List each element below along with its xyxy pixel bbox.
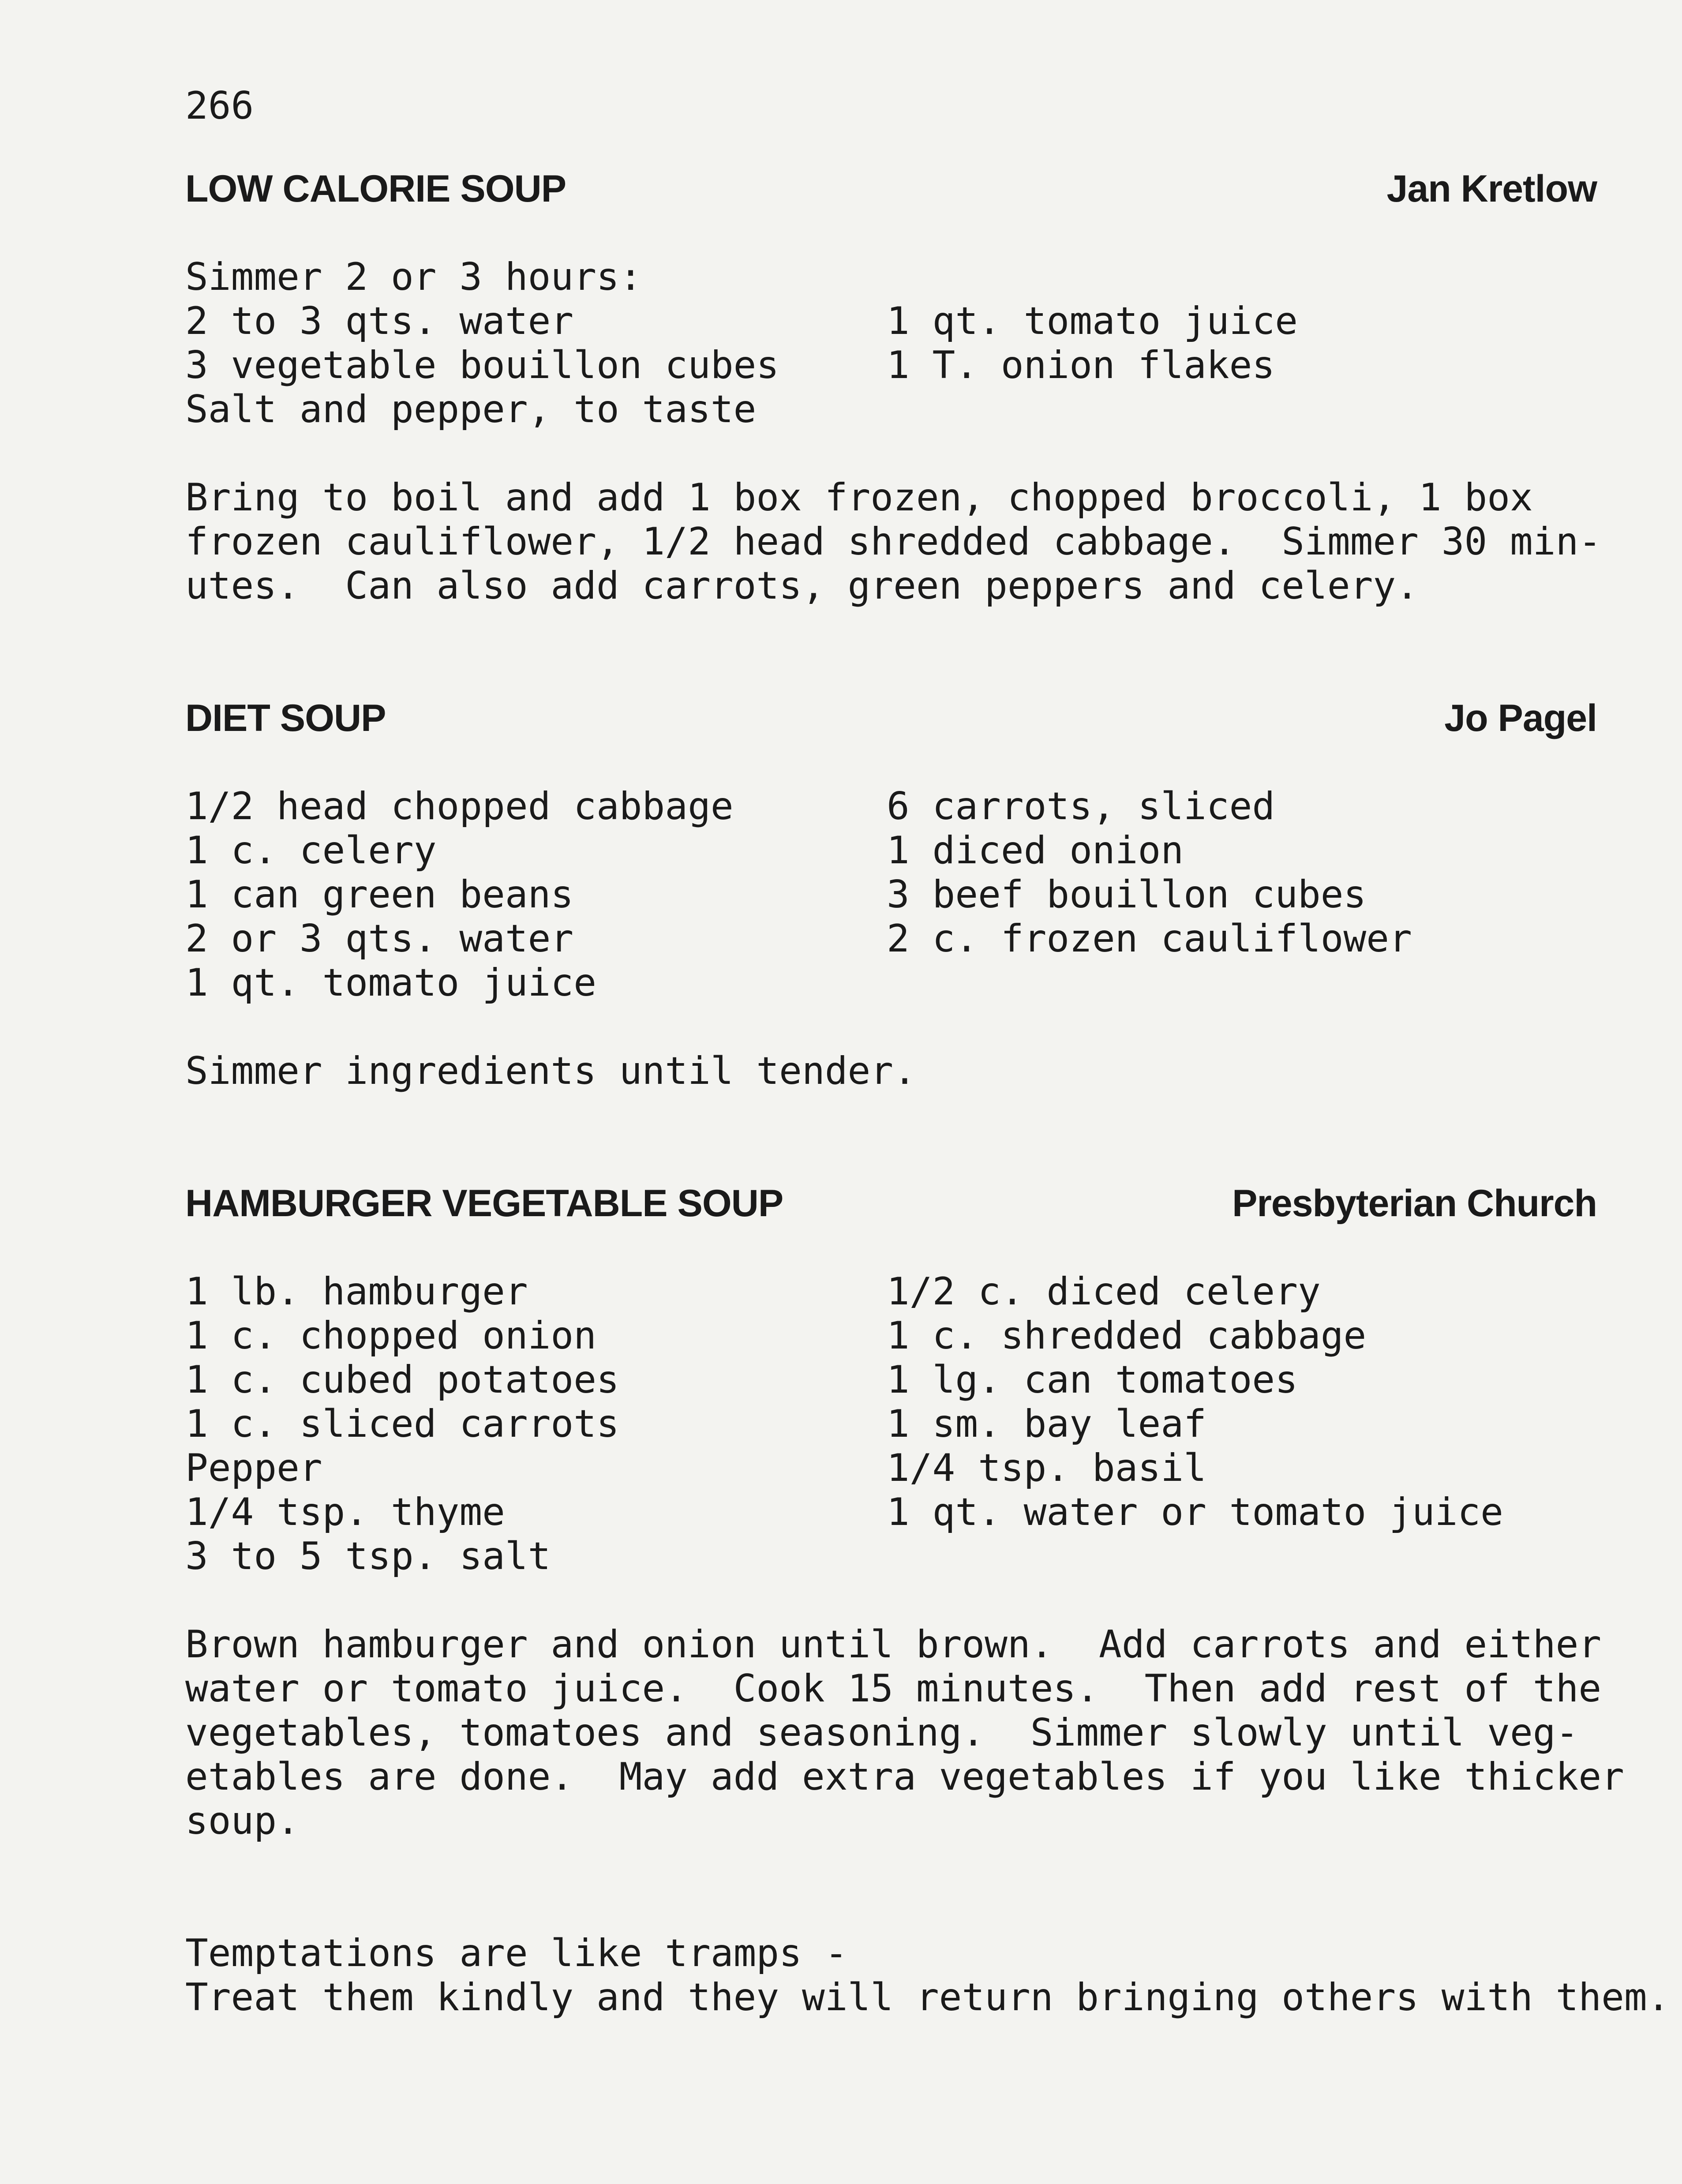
direction-line: frozen cauliflower, 1/2 head shredded cabbage. Simmer 30 min-: [185, 520, 1602, 564]
ingredient: 3 vegetable bouillon cubes: [185, 343, 779, 387]
ingredient: 1/4 tsp. thyme: [185, 1490, 505, 1534]
ingredient: 1 T. onion flakes: [887, 343, 1275, 387]
recipe-diet-soup: [185, 696, 1597, 1093]
ingredient: [887, 961, 1597, 1005]
ingredient: 1 qt. water or tomato juice: [887, 1490, 1503, 1534]
ingredient: 2 or 3 qts. water: [185, 917, 574, 961]
quote-line: Treat them kindly and they will return bringing others with them.: [185, 1975, 1670, 2019]
recipe-directions: [185, 1049, 1597, 1093]
recipe-directions: [185, 1622, 1624, 1843]
recipe-hamburger-vegetable-soup: [185, 1181, 1624, 1843]
ingredient: Salt and pepper, to taste: [185, 387, 757, 431]
ingredient: [887, 1534, 1597, 1578]
ingredient: 1 c. sliced carrots: [185, 1402, 619, 1446]
ingredient: 2 c. frozen cauliflower: [887, 917, 1412, 961]
recipe-author: Jan Kretlow: [1386, 168, 1597, 210]
ingredient: 1 qt. tomato juice: [887, 299, 1298, 343]
recipe-header: [185, 1181, 1597, 1225]
recipe-header: [185, 167, 1597, 211]
direction-line: etables are done. May add extra vegetables if you like thicker: [185, 1755, 1624, 1799]
ingredient-list: [185, 299, 1597, 431]
direction-line: soup.: [185, 1799, 300, 1843]
recipe-intro: Simmer 2 or 3 hours:: [185, 255, 642, 299]
ingredient: 2 to 3 qts. water: [185, 299, 574, 343]
ingredient: 1 c. cubed potatoes: [185, 1358, 619, 1402]
direction-line: Brown hamburger and onion until brown. Add carrots and either: [185, 1622, 1602, 1667]
ingredient: 1/2 head chopped cabbage: [185, 784, 734, 828]
ingredient: 1/2 c. diced celery: [887, 1270, 1321, 1314]
recipe-author: Presbyterian Church: [1232, 1182, 1597, 1225]
page-number: 266: [185, 84, 254, 128]
recipe-directions: [185, 476, 1602, 608]
direction-line: utes. Can also add carrots, green peppers and celery.: [185, 564, 1419, 608]
ingredient: 3 beef bouillon cubes: [887, 873, 1367, 917]
ingredient: 6 carrots, sliced: [887, 784, 1275, 828]
ingredient: 3 to 5 tsp. salt: [185, 1534, 551, 1578]
ingredient: 1 sm. bay leaf: [887, 1402, 1206, 1446]
direction-line: Bring to boil and add 1 box frozen, chopped broccoli, 1 box: [185, 476, 1533, 520]
ingredient: 1 lg. can tomatoes: [887, 1358, 1298, 1402]
ingredient-list: [185, 1270, 1597, 1578]
ingredient: 1 c. celery: [185, 828, 437, 873]
recipe-low-calorie-soup: [185, 167, 1602, 608]
ingredient: 1 diced onion: [887, 828, 1184, 873]
direction-line: water or tomato juice. Cook 15 minutes. Then add rest of the: [185, 1667, 1602, 1711]
ingredient: 1 qt. tomato juice: [185, 961, 596, 1005]
recipe-title: DIET SOUP: [185, 697, 386, 739]
recipe-title: HAMBURGER VEGETABLE SOUP: [185, 1182, 783, 1225]
recipe-author: Jo Pagel: [1444, 697, 1597, 739]
direction-line: Simmer ingredients until tender.: [185, 1049, 916, 1093]
page-content: [185, 84, 1670, 2019]
ingredient-list: [185, 784, 1597, 1005]
direction-line: vegetables, tomatoes and seasoning. Simmer slowly until veg-: [185, 1711, 1579, 1755]
ingredient: 1 can green beans: [185, 873, 574, 917]
recipe-title: LOW CALORIE SOUP: [185, 168, 566, 210]
ingredient: 1 lb. hamburger: [185, 1270, 528, 1314]
recipe-header: [185, 696, 1597, 740]
quote-line: Temptations are like tramps -: [185, 1931, 848, 1975]
ingredient: 1 c. chopped onion: [185, 1314, 596, 1358]
ingredient: 1/4 tsp. basil: [887, 1446, 1206, 1490]
closing-quote: [185, 1931, 1670, 2019]
ingredient: [887, 387, 1597, 431]
ingredient: 1 c. shredded cabbage: [887, 1314, 1367, 1358]
ingredient: Pepper: [185, 1446, 322, 1490]
